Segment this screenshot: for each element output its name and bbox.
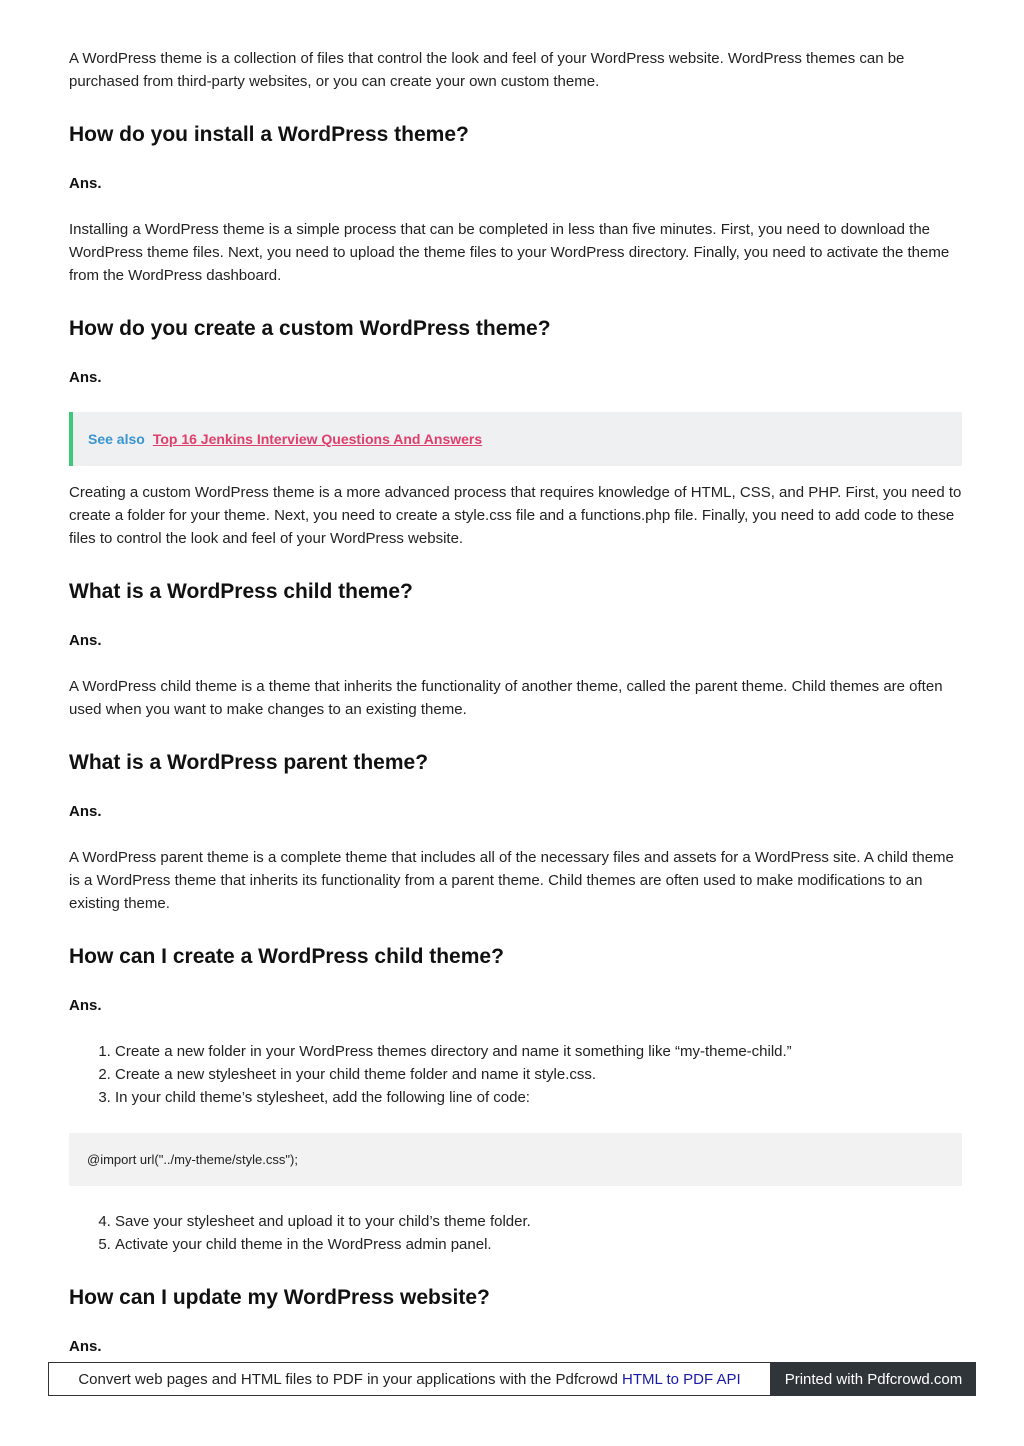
answer-label: Ans.: [69, 175, 102, 192]
code-block: @import url("../my-theme/style.css");: [69, 1133, 962, 1186]
article: [69, 47, 962, 1358]
answer-label: Ans.: [69, 632, 102, 649]
heading-update-website: How can I update my WordPress website?: [69, 1286, 490, 1309]
pdfcrowd-footer: [48, 1362, 976, 1396]
answer-child-theme: A WordPress child theme is a theme that inherits the functionality of another theme, called the parent theme. Child themes are often used when you want to make changes to an existing theme.: [69, 678, 943, 718]
steps-list-1: [69, 1040, 962, 1109]
answer-custom-theme: Creating a custom WordPress theme is a more advanced process that requires knowledge of HTML, CSS, and PHP. First, you need to create a folder for your theme. Next, you need to create a style.css file and a functions.php file. Finally, you need to add code to these files to control the look and feel of your WordPress website.: [69, 484, 962, 547]
list-item: 3. In your child theme’s stylesheet, add the following line of code:: [115, 1086, 962, 1109]
list-item: 1. Create a new folder in your WordPress themes directory and name it something like “my-theme-child.”: [115, 1040, 962, 1063]
heading-custom-theme: How do you create a custom WordPress theme?: [69, 317, 551, 340]
intro-paragraph: A WordPress theme is a collection of files that control the look and feel of your WordPress website. WordPress themes can be purchased from third-party websites, or you can create your own custom theme.: [69, 50, 905, 90]
list-item: 4. Save your stylesheet and upload it to your child’s theme folder.: [115, 1210, 962, 1233]
answer-label: Ans.: [69, 1338, 102, 1355]
answer-label: Ans.: [69, 369, 102, 386]
heading-create-child-theme: How can I create a WordPress child theme?: [69, 945, 504, 968]
list-item: 2. Create a new stylesheet in your child theme folder and name it style.css.: [115, 1063, 962, 1086]
answer-label: Ans.: [69, 997, 102, 1014]
answer-label: Ans.: [69, 803, 102, 820]
list-item: 5. Activate your child theme in the WordPress admin panel.: [115, 1233, 962, 1256]
answer-parent-theme: A WordPress parent theme is a complete theme that includes all of the necessary files and assets for a WordPress site. A child theme is a WordPress theme that inherits its functionality from a parent theme. Child themes are often used to make modifications to an existing theme.: [69, 849, 954, 912]
see-also-link[interactable]: Top 16 Jenkins Interview Questions And Answers: [152, 431, 483, 447]
answer-install-theme: Installing a WordPress theme is a simple process that can be completed in less than five minutes. First, you need to download the WordPress theme files. Next, you need to upload the theme files to your WordPress directory. Finally, you need to activate the theme from the WordPress dashboard.: [69, 221, 950, 284]
see-also-box: [69, 412, 962, 466]
footer-message: [48, 1362, 771, 1396]
steps-list-2: [69, 1210, 962, 1256]
heading-parent-theme: What is a WordPress parent theme?: [69, 751, 429, 774]
footer-text: Convert web pages and HTML files to PDF in your applications with the Pdfcrowd: [78, 1370, 619, 1388]
see-also-label: See also: [88, 431, 145, 447]
footer-api-link[interactable]: HTML to PDF API: [622, 1370, 741, 1388]
heading-install-theme: How do you install a WordPress theme?: [69, 123, 469, 146]
heading-child-theme: What is a WordPress child theme?: [69, 580, 413, 603]
footer-printed-badge[interactable]: Printed with Pdfcrowd.com: [771, 1362, 976, 1396]
